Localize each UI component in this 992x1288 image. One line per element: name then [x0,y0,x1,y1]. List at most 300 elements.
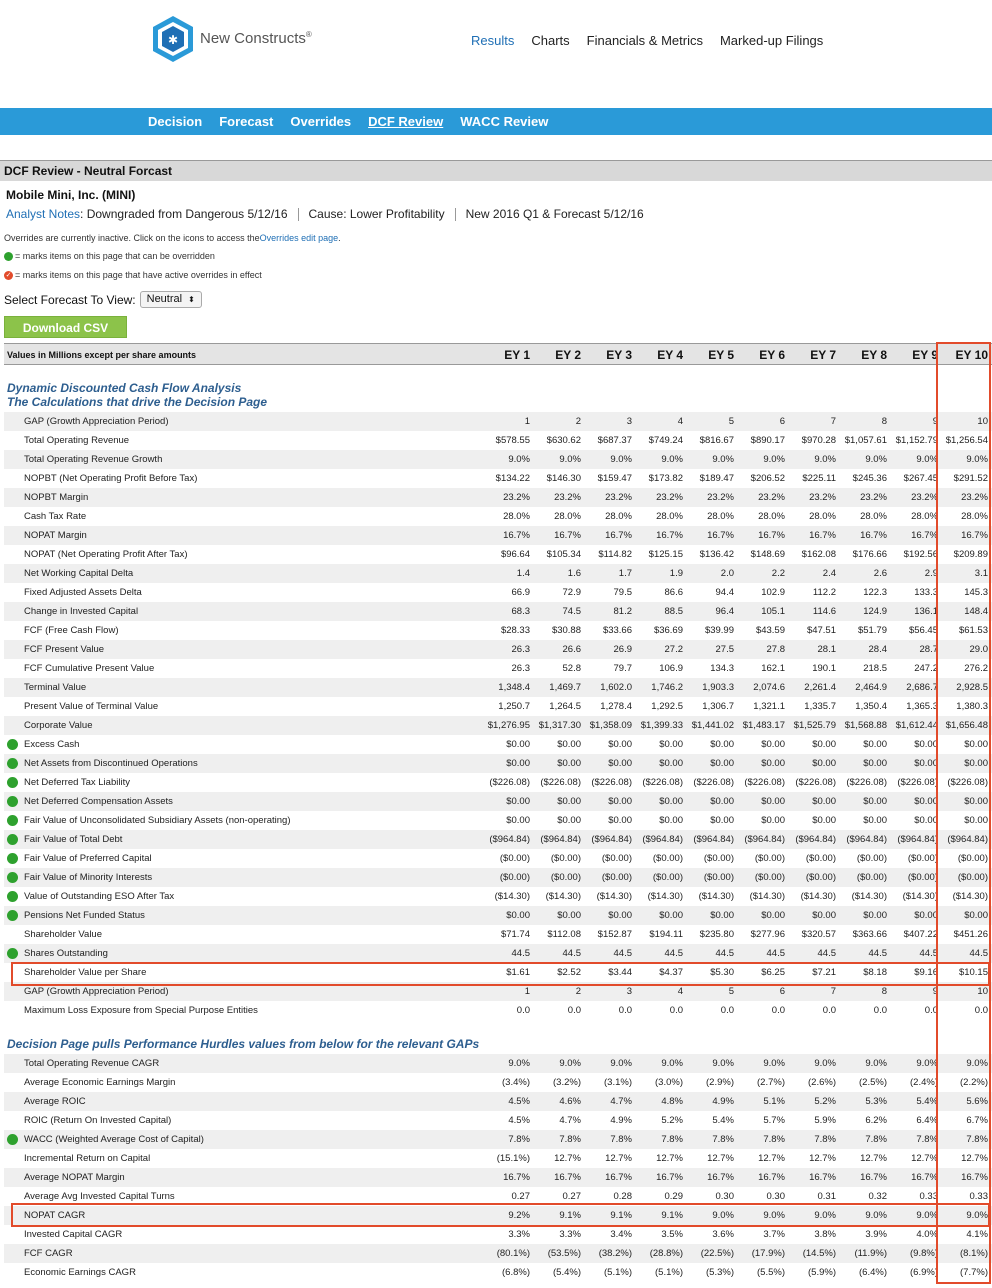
cell-ey7: 28.1 [817,644,836,655]
tab-forecast[interactable]: Forecast [219,114,274,129]
cell-ey5: 0.0 [720,1005,734,1016]
cell-ey6: $0.00 [761,739,785,750]
cell-ey10: $0.00 [964,739,988,750]
cell-ey7: $970.28 [801,435,836,446]
cell-ey2: 26.6 [562,644,581,655]
row-label: Pensions Net Funded Status [24,910,145,921]
row-label: Net Deferred Compensation Assets [24,796,173,807]
table-row [4,1130,992,1149]
section1-title-text: Dynamic Discounted Cash Flow Analysis [7,381,242,395]
cell-ey7: 3.8% [814,1229,836,1240]
brand-name[interactable]: New Constructs® [200,30,312,47]
cell-ey5: $189.47 [699,473,734,484]
table-row [4,887,992,906]
logo-icon[interactable] [150,14,196,64]
cell-ey9: $0.00 [914,815,938,826]
cell-ey9: 9.0% [916,1058,938,1069]
cell-ey7: 2,261.4 [804,682,836,693]
cell-ey1: 3.3% [508,1229,530,1240]
table-row [4,1187,992,1206]
cell-ey6: 28.0% [758,511,785,522]
cell-ey10: ($0.00) [957,872,988,883]
analyst-notes-link[interactable]: Analyst Notes [6,207,81,221]
cell-ey5: $0.00 [710,815,734,826]
cell-ey6: $148.69 [750,549,785,560]
cell-ey8: ($226.08) [846,777,887,788]
cell-ey6: $6.25 [761,967,785,978]
cell-ey6: 102.9 [761,587,785,598]
row-label: Fair Value of Preferred Capital [24,853,152,864]
cell-ey5: ($226.08) [693,777,734,788]
cell-ey9: $0.00 [914,758,938,769]
cell-ey9: 247.2 [914,663,938,674]
override-dot-icon[interactable] [7,853,18,864]
cell-ey3: $33.66 [602,625,632,636]
cell-ey6: ($964.84) [744,834,785,845]
top-nav-item-results[interactable]: Results [471,33,515,48]
cell-ey6: $890.17 [750,435,785,446]
cell-ey5: ($14.30) [698,891,734,902]
override-dot-icon[interactable] [7,948,18,959]
override-dot-icon[interactable] [7,815,18,826]
cell-ey10: 16.7% [961,1172,988,1183]
cell-ey4: ($0.00) [652,872,683,883]
cell-ey5: ($0.00) [703,872,734,883]
cell-ey8: 12.7% [860,1153,887,1164]
cell-ey7: 44.5 [817,948,836,959]
cell-ey3: 79.7 [613,663,632,674]
cell-ey10: $1,656.48 [945,720,988,731]
divider [298,208,299,221]
cell-ey10: 16.7% [961,530,988,541]
cell-ey8: 5.3% [865,1096,887,1107]
cell-ey4: 1,746.2 [651,682,683,693]
cell-ey10: 9.0% [966,1210,988,1221]
section-header [0,160,992,181]
cell-ey1: $578.55 [495,435,530,446]
cell-ey4: 7.8% [661,1134,683,1145]
cell-ey5: 1,903.3 [702,682,734,693]
cell-ey3: $0.00 [608,739,632,750]
cell-ey4: ($964.84) [642,834,683,845]
cell-ey3: (5.1%) [604,1267,632,1278]
cell-ey8: ($0.00) [856,853,887,864]
cell-ey6: 1,321.1 [753,701,785,712]
cell-ey8: 1,350.4 [855,701,887,712]
cell-ey4: 86.6 [664,587,683,598]
cell-ey6: 7.8% [763,1134,785,1145]
cell-ey7: $162.08 [801,549,836,560]
cell-ey10: 0.0 [974,1005,988,1016]
row-label: Shares Outstanding [24,948,108,959]
cell-ey5: 3.6% [712,1229,734,1240]
cell-ey3: $0.00 [608,796,632,807]
cell-ey5: $136.42 [699,549,734,560]
cell-ey4: ($0.00) [652,853,683,864]
cell-ey4: 27.2 [664,644,683,655]
cell-ey2: 1,469.7 [549,682,581,693]
cell-ey5: 9.0% [712,454,734,465]
cell-ey9: $1,612.44 [895,720,938,731]
cell-ey5: 9.0% [712,1210,734,1221]
cell-ey5: $235.80 [699,929,734,940]
table-row [4,1073,992,1092]
row-label: FCF CAGR [24,1248,73,1259]
table-row [4,868,992,887]
cell-ey7: $1,525.79 [793,720,836,731]
cell-ey6: 105.1 [761,606,785,617]
cell-ey8: 0.0 [873,1005,887,1016]
cell-ey10: $0.00 [964,796,988,807]
row-label: Average Economic Earnings Margin [24,1077,176,1088]
cell-ey10: (2.2%) [960,1077,988,1088]
cell-ey6: 16.7% [758,530,785,541]
cell-ey9: 44.5 [919,948,938,959]
table-row [4,1001,992,1020]
cell-ey7: ($0.00) [805,872,836,883]
cell-ey5: $1,441.02 [691,720,734,731]
top-nav-item-financials-metrics[interactable]: Financials & Metrics [586,33,703,48]
cell-ey9: $0.00 [914,910,938,921]
table-row [4,925,992,944]
table-row [4,830,992,849]
cell-ey7: $0.00 [812,796,836,807]
top-nav-item-marked-up-filings[interactable]: Marked-up Filings [719,33,824,48]
cell-ey1: 26.3 [511,644,530,655]
cell-ey10: ($226.08) [947,777,988,788]
red-check-icon: ✓ [5,271,12,279]
cell-ey4: $125.15 [648,549,683,560]
cell-ey2: 12.7% [554,1153,581,1164]
table-row [4,1244,992,1263]
cell-ey5: 23.2% [707,492,734,503]
cell-ey9: $192.56 [903,549,938,560]
cell-ey8: 9.0% [865,1210,887,1221]
column-header-ey4: EY 4 [657,348,683,362]
cell-ey8: $0.00 [863,796,887,807]
cell-ey10: $61.53 [958,625,988,636]
cell-ey5: 134.3 [710,663,734,674]
update-text: New 2016 Q1 & Forecast 5/12/16 [465,207,644,221]
override-dot-icon[interactable] [7,1134,18,1145]
cell-ey1: ($14.30) [494,891,530,902]
cell-ey6: (17.9%) [751,1248,785,1259]
cell-ey4: $173.82 [648,473,683,484]
cell-ey9: (6.9%) [910,1267,938,1278]
section-title: DCF Review - Neutral Forcast [4,164,173,178]
cell-ey5: 5 [728,416,734,427]
row-label: Invested Capital CAGR [24,1229,123,1240]
cell-ey8: (2.5%) [859,1077,887,1088]
cell-ey3: $152.87 [597,929,632,940]
company-name: Mobile Mini, Inc. (MINI) [6,188,136,202]
cell-ey9: ($0.00) [907,853,938,864]
table-row [4,526,992,545]
cell-ey8: 23.2% [860,492,887,503]
cell-ey2: $0.00 [557,739,581,750]
cell-ey6: ($226.08) [744,777,785,788]
cell-ey1: ($0.00) [499,853,530,864]
cell-ey5: 1,306.7 [702,701,734,712]
cell-ey8: 8 [881,416,887,427]
cell-ey2: ($226.08) [540,777,581,788]
cell-ey2: ($14.30) [545,891,581,902]
table-row [4,811,992,830]
cell-ey6: ($0.00) [754,853,785,864]
override-dot-icon[interactable] [7,796,18,807]
section1-subtitle-text: The Calculations that drive the Decision Page [7,395,268,409]
row-label: Fixed Adjusted Assets Delta [24,587,142,598]
cell-ey7: $0.00 [812,739,836,750]
cell-ey4: (3.0%) [655,1077,683,1088]
cell-ey10: 148.4 [964,606,988,617]
table-row [4,678,992,697]
row-label: Total Operating Revenue [24,435,130,446]
cell-ey1: (3.4%) [502,1077,530,1088]
cell-ey10: ($964.84) [947,834,988,845]
top-nav-item-charts[interactable]: Charts [531,33,570,48]
cause-text: Cause: Lower Profitability [308,207,445,221]
cell-ey1: $1,276.95 [487,720,530,731]
override-dot-icon[interactable] [7,777,18,788]
cell-ey1: $134.22 [495,473,530,484]
section2-title: Decision Page pulls Performance Hurdles values from below for the relevant GAPs [7,1037,480,1051]
cell-ey8: 28.0% [860,511,887,522]
table-row [4,1149,992,1168]
cell-ey3: ($14.30) [596,891,632,902]
cell-ey7: 5.2% [814,1096,836,1107]
cell-ey7: 0.31 [817,1191,836,1202]
cell-ey10: $0.00 [964,758,988,769]
cell-ey7: 9.0% [814,1210,836,1221]
cell-ey4: $36.69 [653,625,683,636]
tab-decision[interactable]: Decision [148,114,203,129]
cell-ey2: $112.08 [547,929,581,940]
cell-ey4: (5.1%) [655,1267,683,1278]
cell-ey3: 79.5 [613,587,632,598]
cell-ey10: 2,928.5 [956,682,988,693]
cell-ey5: 94.4 [715,587,734,598]
cell-ey2: $0.00 [557,796,581,807]
cell-ey7: 2.4 [822,568,836,579]
row-label: Fair Value of Unconsolidated Subsidiary Assets (non-operating) [24,815,291,826]
row-label: NOPBT Margin [24,492,89,503]
tab-wacc-review[interactable]: WACC Review [460,114,549,129]
cell-ey10: 28.0% [961,511,988,522]
cell-ey2: 1,264.5 [549,701,581,712]
cell-ey1: ($226.08) [489,777,530,788]
cell-ey10: $10.15 [958,967,988,978]
cell-ey2: 16.7% [554,530,581,541]
cell-ey2: 4.7% [559,1115,581,1126]
cell-ey9: $407.22 [903,929,938,940]
cell-ey1: 9.2% [508,1210,530,1221]
cell-ey7: 16.7% [809,530,836,541]
cell-ey2: 44.5 [562,948,581,959]
cell-ey2: 2 [575,416,581,427]
cell-ey1: 44.5 [511,948,530,959]
override-dot-icon[interactable] [7,739,18,750]
cell-ey3: 12.7% [605,1153,632,1164]
cell-ey1: ($0.00) [499,872,530,883]
override-dot-icon[interactable] [7,872,18,883]
cell-ey2: 2 [575,986,581,997]
cell-ey9: $9.16 [914,967,938,978]
cell-ey1: $0.00 [506,815,530,826]
cell-ey2: 4.6% [559,1096,581,1107]
cell-ey4: 23.2% [656,492,683,503]
cell-ey9: 6.4% [916,1115,938,1126]
cell-ey5: (22.5%) [700,1248,734,1259]
cell-ey8: 9.0% [865,1058,887,1069]
cell-ey1: 68.3 [511,606,530,617]
cell-ey5: 5 [728,986,734,997]
column-header-ey2: EY 2 [555,348,581,362]
cell-ey10: 44.5 [969,948,988,959]
cell-ey1: $96.64 [500,549,530,560]
cell-ey6: 0.30 [766,1191,785,1202]
download-csv-button[interactable]: Download CSV [4,316,127,338]
cell-ey2: 0.27 [562,1191,581,1202]
cell-ey7: (2.6%) [808,1077,836,1088]
cell-ey8: 124.9 [863,606,887,617]
table-row [4,944,992,963]
cell-ey2: ($964.84) [540,834,581,845]
cell-ey8: 0.32 [868,1191,887,1202]
table-row [4,450,992,469]
row-label: Fair Value of Total Debt [24,834,123,845]
cell-ey7: ($964.84) [795,834,836,845]
cell-ey6: $277.96 [750,929,785,940]
cell-ey4: 4 [677,986,683,997]
cell-ey8: 3.9% [865,1229,887,1240]
cell-ey6: ($0.00) [754,872,785,883]
override-dot-icon[interactable] [7,910,18,921]
row-label: Average ROIC [24,1096,86,1107]
top-nav [471,33,823,48]
cell-ey9: 16.7% [911,530,938,541]
cell-ey2: 72.9 [562,587,581,598]
cell-ey3: 44.5 [613,948,632,959]
cell-ey10: 29.0 [969,644,988,655]
cell-ey5: ($964.84) [693,834,734,845]
cell-ey7: 9.0% [814,1058,836,1069]
cell-ey2: $146.30 [546,473,581,484]
select-arrows-icon: ⬍ [188,294,195,304]
tab-overrides[interactable]: Overrides [290,114,352,129]
cell-ey4: $4.37 [659,967,683,978]
row-label: Average NOPAT Margin [24,1172,125,1183]
overrides-edit-link[interactable]: Overrides edit page [259,233,339,243]
cell-ey1: (80.1%) [496,1248,530,1259]
cell-ey1: $71.74 [500,929,530,940]
cell-ey5: 7.8% [712,1134,734,1145]
table-row [4,640,992,659]
cell-ey3: $0.00 [608,815,632,826]
cell-ey7: $0.00 [812,815,836,826]
cell-ey2: 7.8% [559,1134,581,1145]
cell-ey7: 28.0% [809,511,836,522]
cell-ey6: 9.0% [763,454,785,465]
row-label: Change in Invested Capital [24,606,139,617]
legend-red-text: = marks items on this page that have active overrides in effect [15,270,262,280]
row-label: Shareholder Value per Share [24,967,147,978]
table-row [4,507,992,526]
cell-ey1: $1.61 [506,967,530,978]
forecast-select[interactable] [140,291,202,308]
cell-ey7: 5.9% [814,1115,836,1126]
forecast-value: Neutral [146,293,183,305]
cell-ey2: 23.2% [554,492,581,503]
table-row [4,849,992,868]
cell-ey2: 16.7% [554,1172,581,1183]
cell-ey10: $0.00 [964,910,988,921]
cell-ey9: 2,686.7 [906,682,938,693]
cell-ey3: 81.2 [613,606,632,617]
cell-ey9: 9.0% [916,1210,938,1221]
cell-ey3: 3 [626,986,632,997]
table-row [4,963,992,982]
override-dot-icon[interactable] [7,891,18,902]
column-header-ey7: EY 7 [810,348,836,362]
column-header-ey6: EY 6 [759,348,785,362]
row-label: NOPAT (Net Operating Profit After Tax) [24,549,188,560]
cell-ey7: 114.6 [812,606,836,617]
cell-ey3: 26.9 [613,644,632,655]
table-row [4,1054,992,1073]
cell-ey7: 7.8% [814,1134,836,1145]
table-units-label: Values in Millions except per share amounts [7,350,197,360]
cell-ey2: $2.52 [557,967,581,978]
override-dot-icon[interactable] [7,758,18,769]
cell-ey2: 28.0% [554,511,581,522]
cell-ey4: 16.7% [656,530,683,541]
cell-ey4: 1,292.5 [651,701,683,712]
cell-ey10: 12.7% [961,1153,988,1164]
cell-ey1: 7.8% [508,1134,530,1145]
cell-ey9: 0.33 [919,1191,938,1202]
cell-ey10: 4.1% [966,1229,988,1240]
row-label: ROIC (Return On Invested Capital) [24,1115,172,1126]
row-label: Net Working Capital Delta [24,568,134,579]
cell-ey5: 16.7% [707,1172,734,1183]
tab-dcf-review[interactable]: DCF Review [368,114,444,129]
table-row [4,982,992,1001]
cell-ey3: 23.2% [605,492,632,503]
override-dot-icon[interactable] [7,834,18,845]
cell-ey8: 122.3 [863,587,887,598]
cell-ey5: $0.00 [710,758,734,769]
row-label: FCF Present Value [24,644,105,655]
cell-ey9: ($0.00) [907,872,938,883]
cell-ey3: 4.7% [610,1096,632,1107]
cell-ey3: 9.0% [610,454,632,465]
table-row [4,697,992,716]
row-label: Net Assets from Discontinued Operations [24,758,198,769]
cell-ey9: 9 [932,986,938,997]
cell-ey5: $5.30 [710,967,734,978]
cell-ey5: $39.99 [704,625,734,636]
cell-ey3: 9.0% [610,1058,632,1069]
cell-ey2: $30.88 [551,625,581,636]
cell-ey5: $816.67 [699,435,734,446]
cell-ey9: 16.7% [911,1172,938,1183]
cell-ey8: $1,568.88 [844,720,887,731]
cell-ey6: 6 [779,416,785,427]
cell-ey1: 1 [524,416,530,427]
cell-ey8: $51.79 [857,625,887,636]
cell-ey10: 276.2 [964,663,988,674]
